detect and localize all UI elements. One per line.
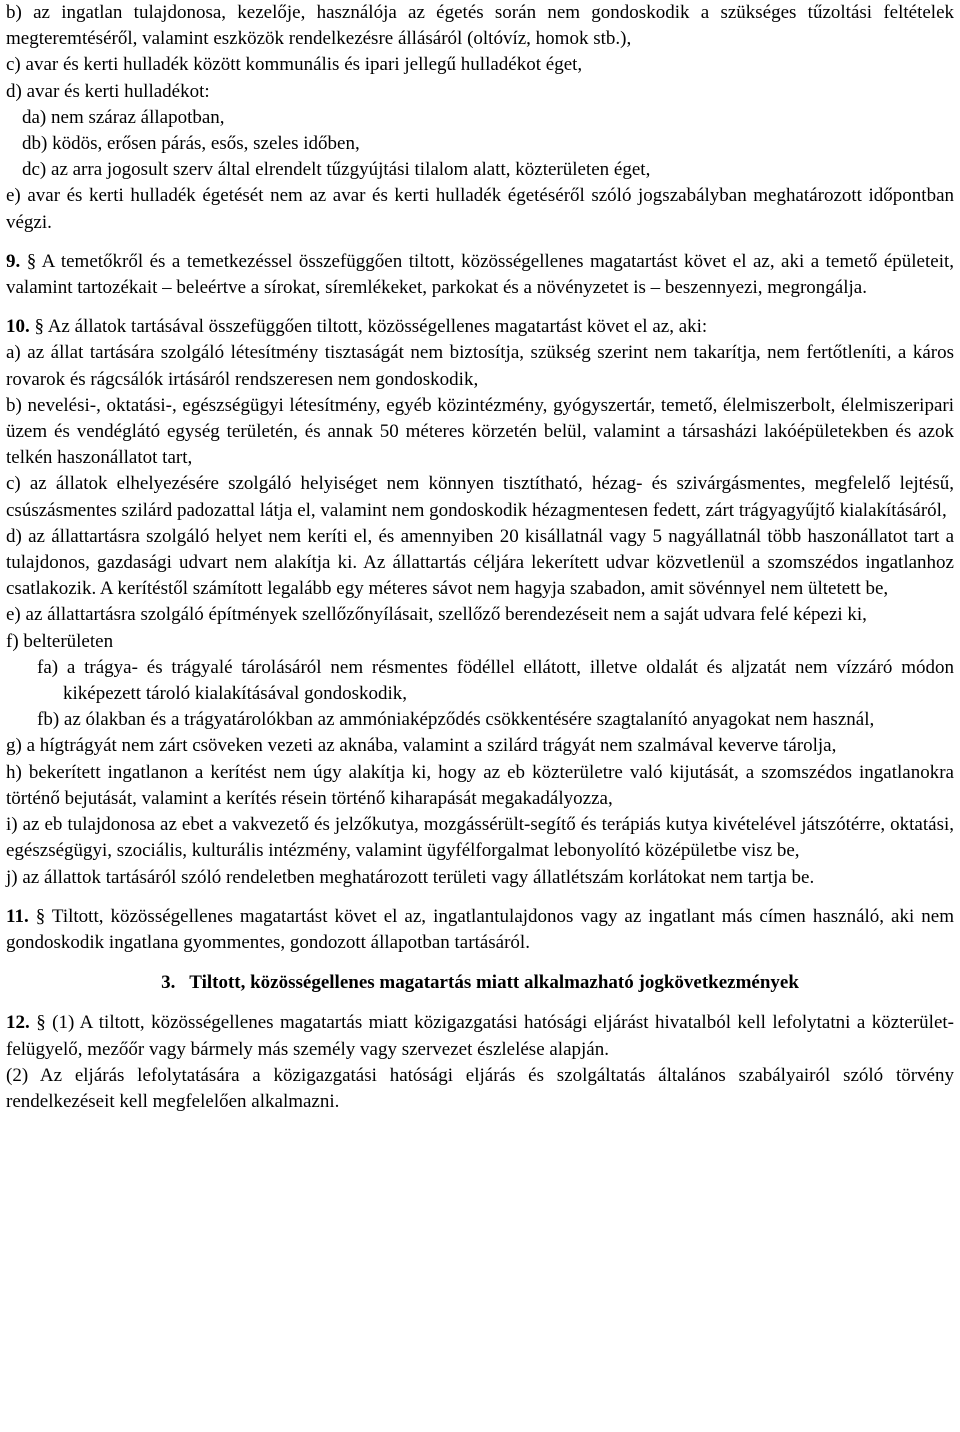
item-db: db) ködös, erősen párás, esős, szeles időben, xyxy=(22,133,360,155)
item-e: e) avar és kerti hulladék égetését nem az avar és kerti hulladék égetéséről szóló jogszabályban meghatározott időpontban végzi. xyxy=(6,185,954,233)
item-d: d) avar és kerti hulladékot: xyxy=(6,80,210,102)
s10-item-c: c) az állatok elhelyezésére szolgáló helyiséget nem könnyen tisztítható, hézag- és szivárgásmentes, megfelelő lejtésű, csúszásmentes szilárd padozattal látja el, valamint nem gondoskodik hézagmentesen fedett, zárt trágyagyűjtő kialakításáról, xyxy=(6,473,954,521)
section-11-number: 11. xyxy=(6,905,29,927)
s10-item-h: h) bekerített ingatlanon a kerítést nem úgy alakítja ki, hogy az eb közterületre való kijutását, a szomszédos ingatlanokra történő bejutását, valamint a kerítés résein történő kiharapását megakadályozza, xyxy=(6,761,954,809)
section-12-para-1: (1) A tiltott, közösségellenes magatartás miatt közigazgatási hatósági eljárást hivatalból kell lefolytatni a közterület-felügyelő, mezőőr vagy bármely más személy vagy szervezet észlelése alapján. xyxy=(6,1012,955,1060)
section-mark: § xyxy=(26,250,37,272)
s10-item-i: i) az eb tulajdonosa az ebet a vakvezető és jelzőkutya, mozgássérült-segítő és terápiás kutya kivételével játszótérre, oktatási, egészségügyi, szociális, kulturális intézmény, valamint ügyfélforgalmat lebonyolító középületbe visz be, xyxy=(6,814,954,862)
s10-item-g: g) a hígtrágyát nem zárt csöveken vezeti az aknába, valamint a szilárd trágyát nem szalmával keverve tárolja, xyxy=(6,735,837,757)
section-9-number: 9. xyxy=(6,250,21,272)
section-10-number: 10. xyxy=(6,316,30,338)
section-mark: § xyxy=(34,316,44,338)
section-mark: § xyxy=(36,1012,46,1034)
item-dc: dc) az arra jogosult szerv által elrendelt tűzgyújtási tilalom alatt, közterületen éget, xyxy=(22,159,651,181)
section-11-text: Tiltott, közösségellenes magatartást követ el az, ingatlantulajdonos vagy az ingatlant más címen használó, aki nem gondoskodik ingatlana gyommentes, gondozott állapotban tartásáról. xyxy=(6,905,954,953)
s10-item-f: f) belterületen xyxy=(6,630,114,652)
section-10-heading xyxy=(6,314,954,340)
section-9-text: A temetőkről és a temetkezéssel összefüggően tiltott, közösségellenes magatartást követ el az, aki a temető épületeit, valamint tartozékait – beleértve a sírokat, síremlékeket, parkokat és a növényzetet is – beszennyezi, megrongálja. xyxy=(6,250,955,299)
item-b: b) az ingatlan tulajdonosa, kezelője, használója az égetés során nem gondoskodik a szükséges tűzoltási feltételek megteremtéséről, valamint eszközök rendelkezésre állásáról (oltóvíz, homok stb.), xyxy=(6,2,954,50)
s10-item-a: a) az állat tartására szolgáló létesítmény tisztaságát nem biztosítja, szükség szerint nem takarítja, nem fertőtleníti, a káros rovarok és rágcsálók irtásáról rendszeresen nem gondoskodik, xyxy=(6,342,954,390)
s10-item-e: e) az állattartásra szolgáló építmények szellőzőnyílásait, szellőző berendezéseit nem a saját udvara felé képezi ki, xyxy=(6,604,867,626)
s10-item-fa: fa) a trágya- és trágyalé tárolásáról nem résmentes födéllel ellátott, illetve oldalát és aljzatát nem vízzáró módon kiképezett tároló kialakításával gondoskodik, xyxy=(37,656,954,705)
chapter-number: 3. xyxy=(161,972,176,994)
item-c: c) avar és kerti hulladék között kommunális és ipari jellegű hulladékot éget, xyxy=(6,54,583,76)
s10-item-fb: fb) az ólakban és a trágyatárolókban az ammóniaképződés csökkentésére szagtalanító anyagokat nem használ, xyxy=(37,709,875,731)
section-12-number: 12. xyxy=(6,1012,30,1034)
section-11 xyxy=(6,904,954,956)
chapter-heading xyxy=(6,970,954,996)
section-9 xyxy=(6,249,954,301)
section-12-p1 xyxy=(6,1010,954,1062)
section-mark: § xyxy=(35,905,46,927)
s10-item-d: d) az állattartásra szolgáló helyet nem keríti el, és amennyiben 20 kisállatnál vagy 5 nagyállatnál több haszonállatot tart a tulajdonos, gazdasági udvart nem alakítja ki. Az állattartás céljára lekerített udvar közvetlenül a szomszédos ingatlanhoz csatlakozik. A kerítéstől számított legalább egy méteres sávot nem hagyja szabadon, amit sövénnyel nem ültetett be, xyxy=(6,525,954,600)
item-da: da) nem száraz állapotban, xyxy=(22,106,225,128)
section-12-para-2: (2) Az eljárás lefolytatására a közigazgatási hatósági eljárás és szolgáltatás általános szabályairól szóló törvény rendelkezéseit kell megfelelően alkalmazni. xyxy=(6,1064,954,1112)
chapter-title: Tiltott, közösségellenes magatartás miatt alkalmazható jogkövetkezmények xyxy=(189,972,799,994)
s10-item-b: b) nevelési-, oktatási-, egészségügyi létesítmény, egyéb közintézmény, gyógyszertár, temető, élelmiszerbolt, élelmiszeripari üzem és vendéglátó egység területén, és annak 50 méteres körzetén belül, valamint a társasházi lakóépületekben és azok telkén haszonállatot tart, xyxy=(6,394,954,469)
s10-item-j: j) az állattok tartásáról szóló rendeletben meghatározott területi vagy állatlétszám korlátokat nem tartja be. xyxy=(6,866,815,888)
section-10-text: Az állatok tartásával összefüggően tiltott, közösségellenes magatartást követ el az, aki: xyxy=(47,316,708,338)
